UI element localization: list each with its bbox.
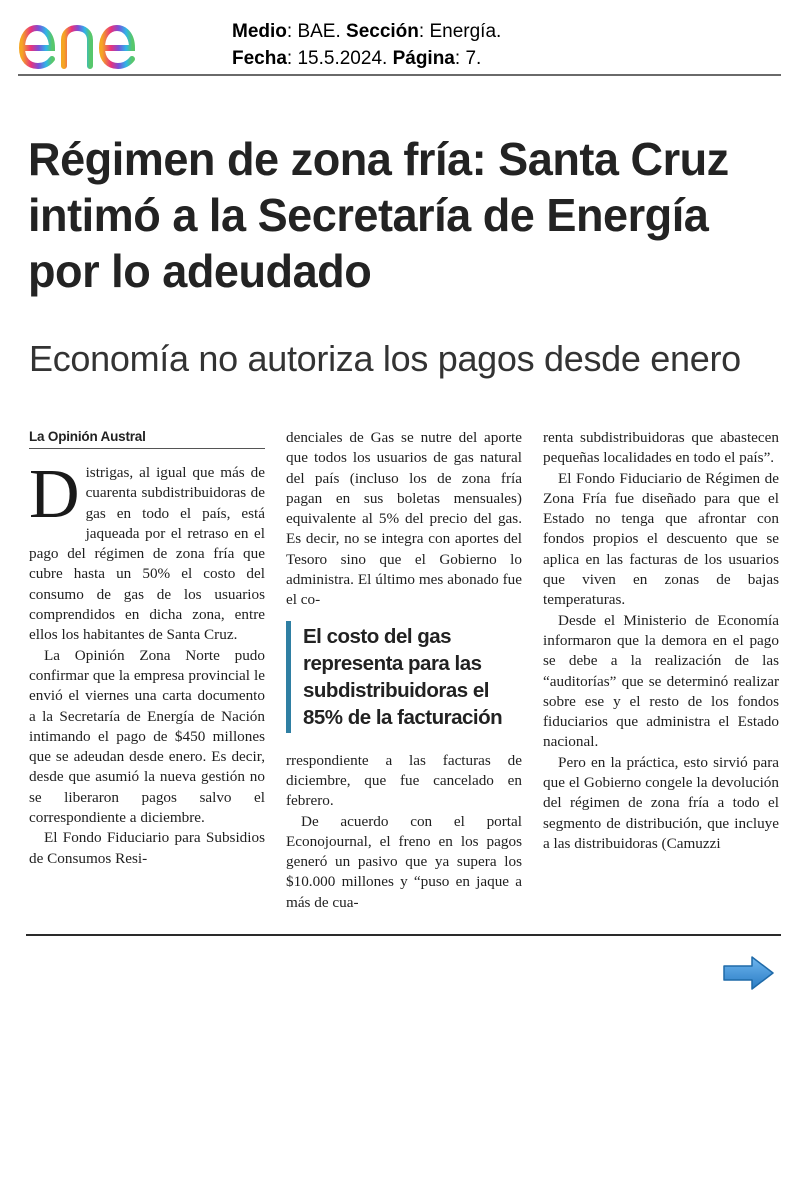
header-divider [18, 74, 781, 76]
article-column-1 [29, 428, 265, 869]
fecha-label: Fecha [232, 48, 287, 69]
medio-label: Medio [232, 21, 287, 42]
seccion-value: : Energía. [418, 21, 502, 42]
meta-line-1 [232, 18, 501, 45]
pagina-value: : 7. [454, 48, 482, 69]
paragraph: denciales de Gas se nutre del aporte que todos los usuarios de gas natural del país (incluso los de zona fría pagan en sus boletas mensuales) equivalente al 5% del precio del gas. Es decir, no se integra con aportes del Tesoro sino que el Gobierno lo administra. El último mes abonado fue el co- [286, 429, 522, 609]
paragraph [29, 456, 265, 646]
paragraph: La Opinión Zona Norte pudo confirmar que la empresa provincial le envió el viernes una carta documento a la Secretaría de Energía de Nación intimando el pago de $450 millones que se adeudan desde enero. Es decir, desde que asumió la nueva gestión no se liberaron pagos salvo el correspondiente a diciembre. [29, 646, 265, 827]
pull-quote: El costo del gas representa para las subdistribuidoras el 85% de la facturación [286, 621, 522, 733]
paragraph: renta subdistribuidoras que abastecen pequeñas localidades en todo el país”. [543, 429, 779, 467]
article-headline: Régimen de zona fría: Santa Cruz intimó a la Secretaría de Energía por lo adeudado [28, 133, 729, 297]
article-column-2 [286, 428, 522, 913]
medio-value: : BAE. [286, 21, 347, 42]
paragraph-text: istrigas, al igual que más de cuarenta subdistribuidoras de gas en todo el país, está jaqueada por el retraso en el pago del régimen de zona fría que cubre hasta un 50% el costo del consumo de gas de los usuarios comprendidos en dicha zona, entre ellos los habitantes de Santa Cruz. [29, 464, 265, 644]
pagina-label: Página [392, 48, 455, 69]
article-column-3 [543, 428, 779, 854]
logo-text: enel [16, 4, 18, 5]
article-subhead: Economía no autoriza los pagos desde enero [29, 338, 741, 379]
fecha-value: : 15.5.2024. [286, 48, 393, 69]
meta-line-2 [232, 45, 501, 72]
byline: La Opinión Austral [29, 428, 265, 449]
paragraph: rrespondiente a las facturas de diciembre, que fue cancelado en febrero. [286, 751, 522, 810]
bottom-divider [26, 934, 781, 936]
publication-meta [232, 18, 501, 72]
drop-cap: D [29, 456, 80, 533]
enel-logo [16, 4, 194, 74]
paragraph: El Fondo Fiduciario para Subsidios de Consumos Resi- [29, 829, 265, 867]
paragraph: Desde el Ministerio de Economía informaron que la demora en el pago se debe a la realización de las “auditorías” que se determinó realizar sobre ese y el resto de los fondos fiduciarios que administra el Estado nacional. [543, 611, 779, 751]
right-arrow-icon[interactable] [722, 954, 776, 992]
paragraph: De acuerdo con el portal Econojournal, el freno en los pagos generó un pasivo que ya supera los $10.000 millones y “puso en jaque a más de cua- [286, 812, 522, 911]
paragraph: El Fondo Fiduciario de Régimen de Zona Fría fue diseñado para que el Estado no tenga que afrontar con fondos propios el descuento que se aplica en las facturas de los usuarios que viven en zonas de bajas temperaturas. [543, 469, 779, 609]
seccion-label: Sección [346, 21, 419, 42]
paragraph: Pero en la práctica, esto sirvió para que el Gobierno congele la devolución del régimen de zona fría a todo el segmento de distribución, que incluye a las distribuidoras (Camuzzi [543, 753, 779, 852]
